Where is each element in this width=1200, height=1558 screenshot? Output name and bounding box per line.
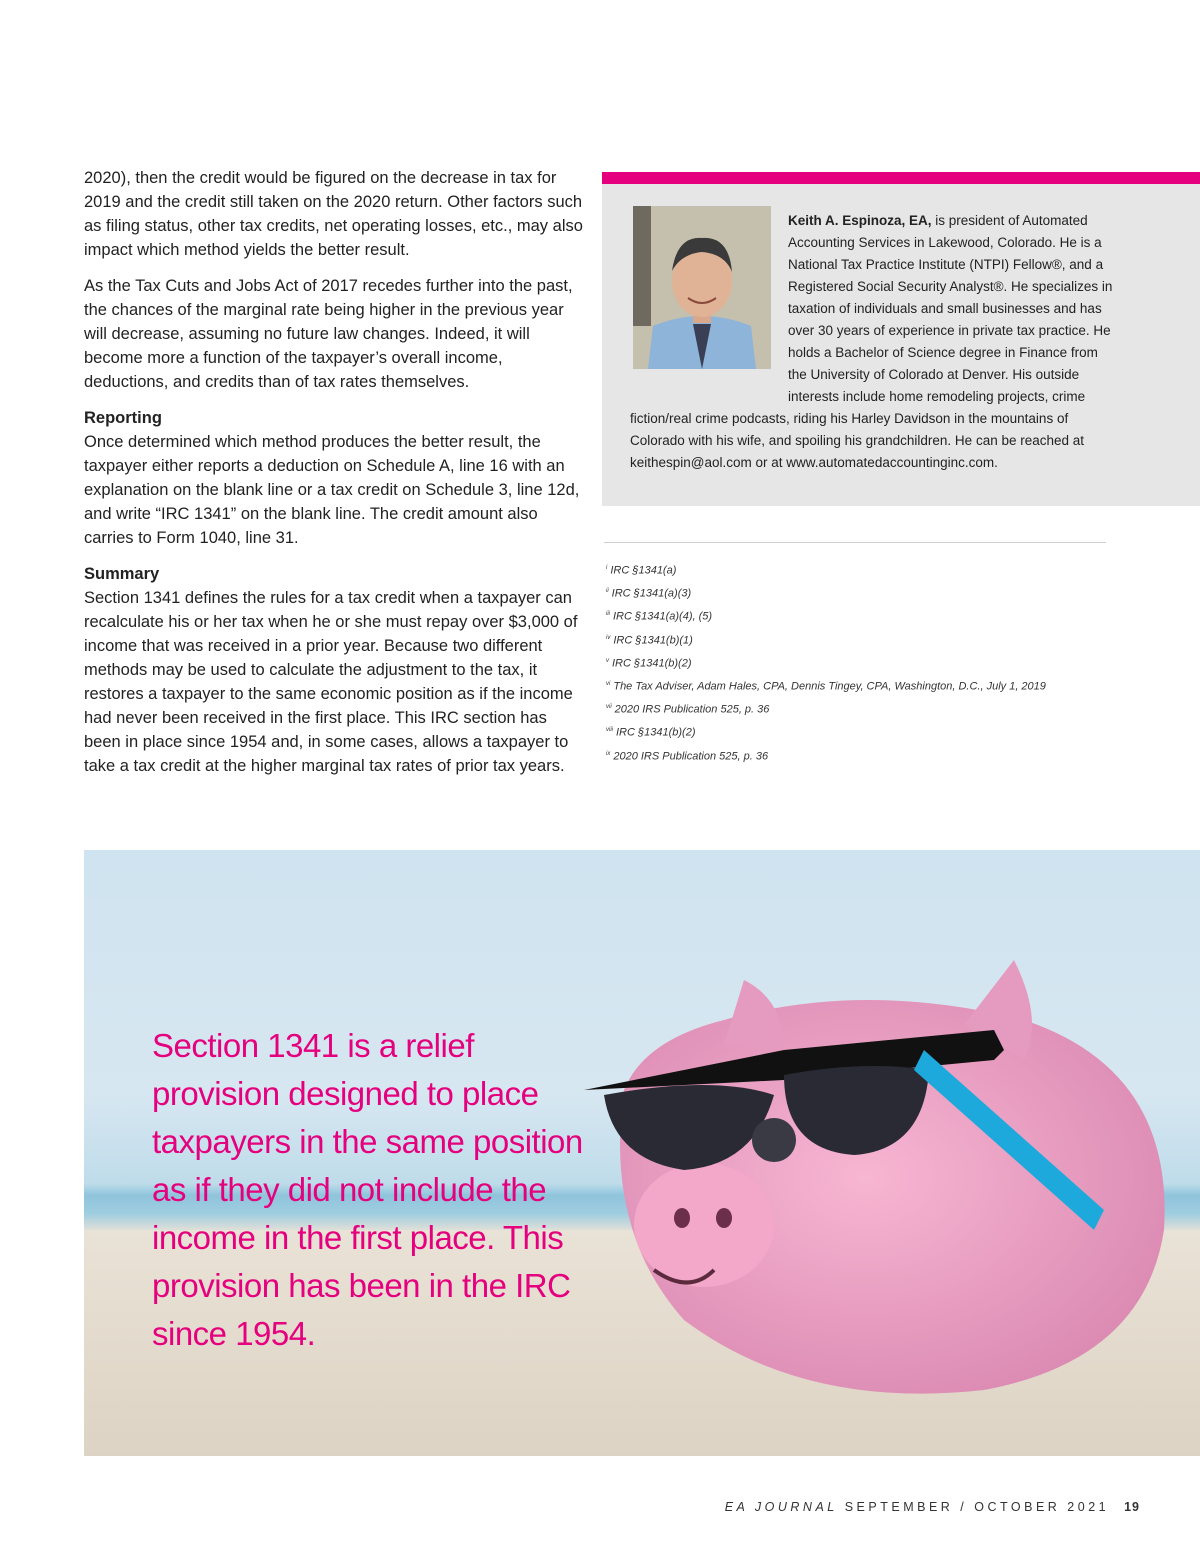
- footnote-text: IRC §1341(a): [610, 564, 677, 577]
- footnote-item: [606, 697, 1166, 720]
- footnote-item: [606, 651, 1166, 674]
- reporting-section: [84, 406, 584, 550]
- pull-quote: Section 1341 is a relief provision designed to place taxpayers in the same position as if they did not include the income in the first place. This provision has been in the IRC since 1954.: [152, 1027, 583, 1352]
- footnote-item: [606, 581, 1166, 604]
- footnote-text: The Tax Adviser, Adam Hales, CPA, Dennis Tingey, CPA, Washington, D.C., July 1, 2019: [613, 680, 1046, 693]
- footnote-marker: vii: [606, 704, 612, 711]
- footnote-marker: iii: [606, 611, 610, 618]
- divider: [604, 542, 1106, 543]
- footnote-marker: viii: [606, 727, 613, 734]
- section-heading: Summary: [84, 565, 160, 583]
- footnotes-list: [606, 558, 1166, 767]
- author-bio: [630, 210, 1120, 474]
- paragraph: Once determined which method produces the better result, the taxpayer either reports a deduction on Schedule A, line 16 with an explanation on the blank line or a tax credit on Schedule 3, line 12d, and write “IRC 1341” on the blank line. The credit amount also carries to Form 1040, line 31.: [84, 433, 580, 547]
- footnote-marker: ix: [606, 750, 611, 757]
- footnote-text: 2020 IRS Publication 525, p. 36: [613, 750, 769, 763]
- footnote-item: [606, 674, 1166, 697]
- author-name: Keith A. Espinoza, EA,: [788, 213, 932, 228]
- footnote-marker: ii: [606, 588, 609, 595]
- footnote-text: IRC §1341(a)(4), (5): [613, 611, 713, 624]
- magazine-name: EA JOURNAL: [724, 1500, 838, 1514]
- issue-date: SEPTEMBER / OCTOBER 2021: [844, 1500, 1110, 1514]
- paragraph: 2020), then the credit would be figured on the decrease in tax for 2019 and the credit still taken on the 2020 return. Other factors such as filing status, other tax credits, net operating losses, etc., may also impact which method yields the better result.: [84, 169, 583, 259]
- footnote-text: 2020 IRS Publication 525, p. 36: [614, 703, 770, 716]
- footnote-item: [606, 744, 1166, 767]
- section-heading: Reporting: [84, 409, 162, 427]
- footnote-marker: vi: [606, 680, 611, 687]
- footnote-item: [606, 558, 1166, 581]
- author-bio-box: [602, 172, 1200, 506]
- footnote-item: [606, 628, 1166, 651]
- summary-section: [84, 562, 584, 778]
- page-number: 19: [1124, 1500, 1140, 1514]
- hero-image: [84, 850, 1200, 1456]
- bio-description: is president of Automated Accounting Services in Lakewood, Colorado. He is a National Tax Practice Institute (NTPI) Fellow®, and a Registered Social Security Analyst®. He specializes in taxation of individuals and small businesses and has over 30 years of experience in private tax practice. He holds a Bachelor of Science degree in Finance from the University of Colorado at Denver. His outside interests include home remodeling projects, crime fiction/real crime podcasts, riding his Harley Davidson in the mountains of Colorado with his wife, and spoiling his grandchildren. He can be reached at keithespin@aol.com or at www.automatedaccountinginc.com.: [630, 213, 1113, 470]
- paragraph: As the Tax Cuts and Jobs Act of 2017 recedes further into the past, the chances of the marginal rate being higher in the previous year will decrease, assuming no future law changes. Indeed, it will become more a function of the taxpayer’s overall income, deductions, and credits than of tax rates themselves.: [84, 277, 573, 391]
- footnote-item: [606, 720, 1166, 743]
- page-footer: [725, 1500, 1140, 1514]
- footnote-text: IRC §1341(b)(2): [616, 726, 696, 739]
- article-body: [84, 166, 584, 790]
- bio-text-block: [630, 210, 1120, 474]
- footnote-text: IRC §1341(b)(2): [612, 657, 692, 670]
- footnote-marker: iv: [606, 634, 611, 641]
- footnote-text: IRC §1341(a)(3): [611, 587, 692, 600]
- footnote-marker: i: [606, 565, 608, 571]
- paragraph: Section 1341 defines the rules for a tax credit when a taxpayer can recalculate his or her tax when he or she must repay over $3,000 of income that was received in a prior year. Because two different methods may be used to calculate the adjustment to the tax, it restores a taxpayer to the same economic position as if the income had never been received in the first place. This IRC section has been in place since 1954 and, in some cases, allows a taxpayer to take a tax credit at the higher marginal tax rates of prior tax years.: [84, 589, 578, 775]
- footnote-text: IRC §1341(b)(1): [613, 634, 693, 647]
- footnote-marker: v: [606, 657, 609, 664]
- footnote-item: [606, 604, 1166, 627]
